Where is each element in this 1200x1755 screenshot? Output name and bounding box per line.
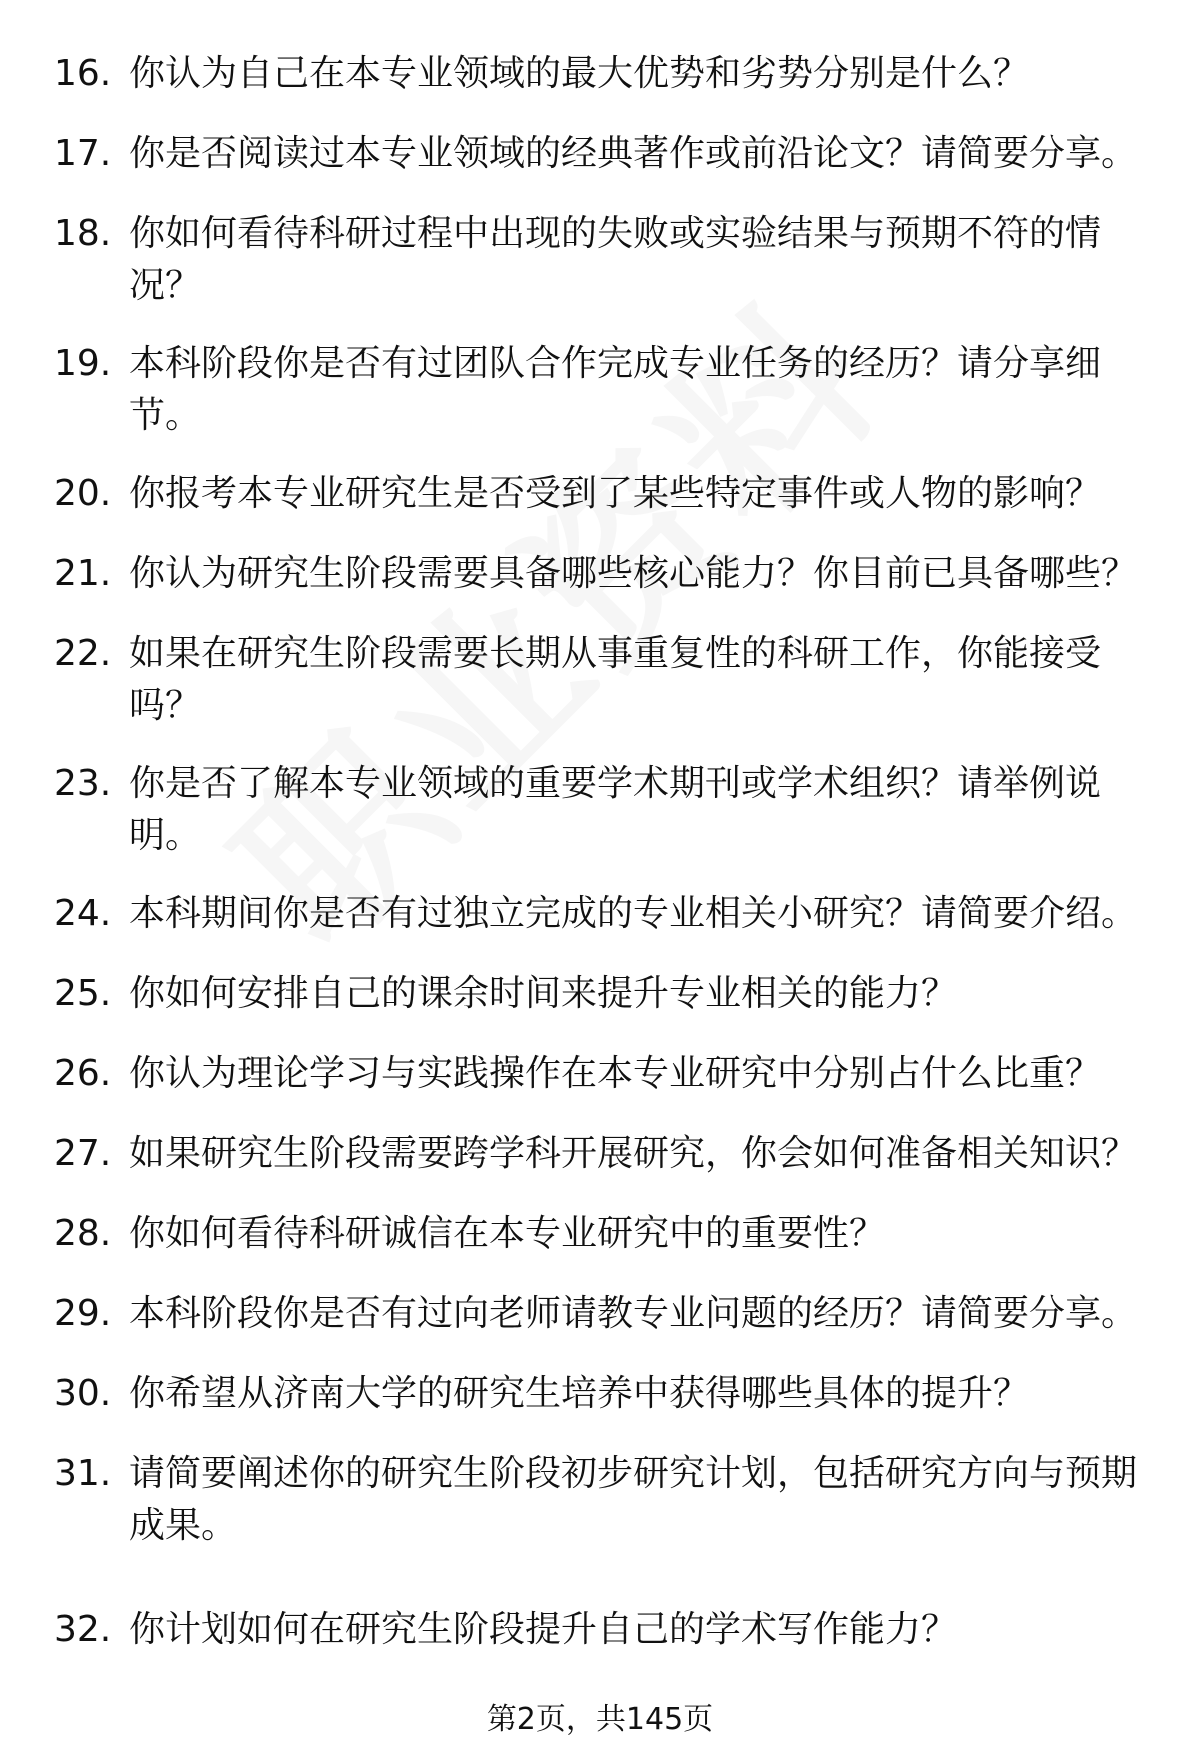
question-item — [54, 1128, 1154, 1180]
question-item — [54, 208, 1154, 312]
question-item — [54, 128, 1154, 180]
question-text: 你计划如何在研究生阶段提升自己的学术写作能力？ — [129, 1609, 958, 1650]
question-number: 25. — [54, 973, 112, 1014]
question-text: 如果在研究生阶段需要长期从事重复性的科研工作，你能接受吗？ — [129, 633, 1102, 726]
question-text: 你认为自己在本专业领域的最大优势和劣势分别是什么？ — [129, 53, 1030, 94]
question-number: 18. — [54, 213, 112, 254]
question-item — [54, 968, 1154, 1020]
question-item — [54, 888, 1154, 940]
question-number: 27. — [54, 1133, 112, 1174]
question-text: 本科阶段你是否有过团队合作完成专业任务的经历？请分享细节。 — [129, 343, 1102, 436]
question-item — [54, 1448, 1154, 1552]
question-text: 你是否阅读过本专业领域的经典著作或前沿论文？请简要分享。 — [129, 133, 1138, 174]
question-text: 你是否了解本专业领域的重要学术期刊或学术组织？请举例说明。 — [129, 763, 1102, 856]
question-item — [54, 48, 1154, 100]
question-text: 你认为研究生阶段需要具备哪些核心能力？你目前已具备哪些？ — [129, 553, 1138, 594]
question-number: 16. — [54, 53, 112, 94]
question-text: 你如何看待科研过程中出现的失败或实验结果与预期不符的情况？ — [129, 213, 1102, 306]
question-number: 19. — [54, 343, 112, 384]
question-item — [54, 548, 1154, 600]
question-item — [54, 628, 1154, 732]
question-item — [54, 338, 1154, 442]
question-number: 31. — [54, 1453, 112, 1494]
question-number: 32. — [54, 1609, 112, 1650]
question-item — [54, 1208, 1154, 1260]
question-text: 你报考本专业研究生是否受到了某些特定事件或人物的影响？ — [129, 473, 1102, 514]
question-text: 本科期间你是否有过独立完成的专业相关小研究？请简要介绍。 — [129, 893, 1138, 934]
question-number: 22. — [54, 633, 112, 674]
question-number: 26. — [54, 1053, 112, 1094]
question-text: 你如何看待科研诚信在本专业研究中的重要性？ — [129, 1213, 886, 1254]
question-number: 24. — [54, 893, 112, 934]
page-footer: 第2页，共145页 — [486, 1702, 714, 1737]
question-number: 23. — [54, 763, 112, 804]
question-item — [54, 1048, 1154, 1100]
question-item — [54, 1288, 1154, 1340]
question-number: 28. — [54, 1213, 112, 1254]
question-number: 30. — [54, 1373, 112, 1414]
question-text: 你如何安排自己的课余时间来提升专业相关的能力？ — [129, 973, 958, 1014]
question-text: 你希望从济南大学的研究生培养中获得哪些具体的提升？ — [129, 1373, 1030, 1414]
question-text: 请简要阐述你的研究生阶段初步研究计划，包括研究方向与预期成果。 — [129, 1453, 1138, 1546]
question-item — [54, 758, 1154, 862]
question-text: 如果研究生阶段需要跨学科开展研究，你会如何准备相关知识？ — [129, 1133, 1138, 1174]
question-item — [54, 468, 1154, 520]
question-text: 本科阶段你是否有过向老师请教专业问题的经历？请简要分享。 — [129, 1293, 1138, 1334]
question-text: 你认为理论学习与实践操作在本专业研究中分别占什么比重？ — [129, 1053, 1102, 1094]
question-item — [54, 1368, 1154, 1420]
question-number: 20. — [54, 473, 112, 514]
question-item — [54, 1604, 1154, 1656]
question-number: 21. — [54, 553, 112, 594]
question-number: 17. — [54, 133, 112, 174]
question-number: 29. — [54, 1293, 112, 1334]
